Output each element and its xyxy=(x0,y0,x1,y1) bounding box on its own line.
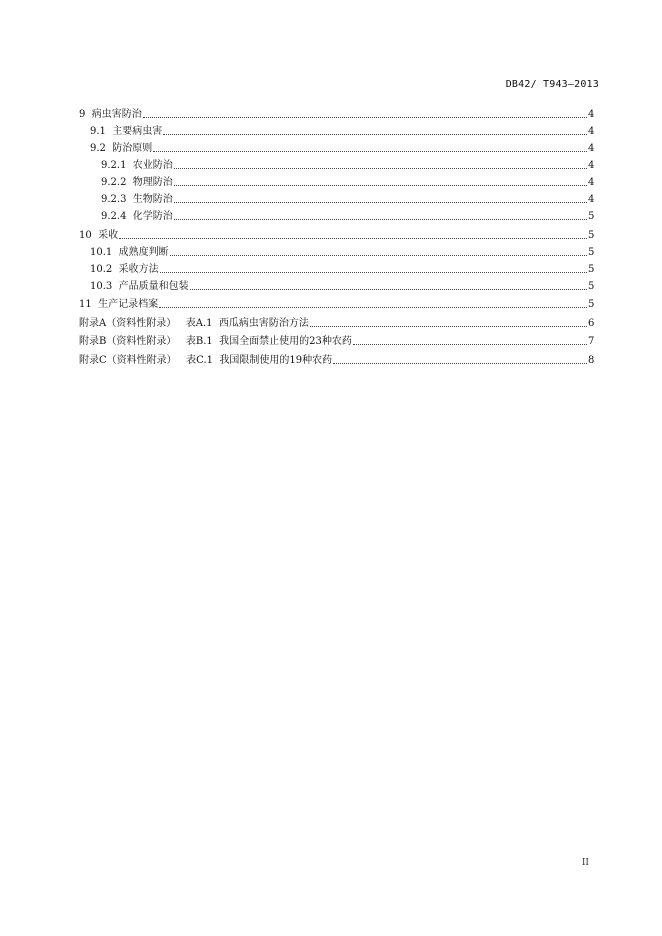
toc-leader xyxy=(159,307,587,308)
toc-entry[interactable] xyxy=(79,244,594,261)
toc-entry[interactable] xyxy=(79,352,594,369)
toc-entry-label: 9.2.1 农业防治 xyxy=(101,160,173,171)
toc-entry-label: 附录B（资料性附录） 表B.1 我国全面禁止使用的23种农药 xyxy=(79,336,352,347)
page-number: II xyxy=(581,858,589,868)
toc-leader xyxy=(353,344,587,345)
toc-entry[interactable] xyxy=(79,106,594,123)
toc-entry[interactable] xyxy=(79,208,594,225)
toc-entry-page: 5 xyxy=(588,246,595,258)
toc-entry-label: 附录C（资料性附录） 表C.1 我国限制使用的19种农药 xyxy=(79,354,333,366)
toc-entry-label: 10.2 采收方法 xyxy=(90,263,159,275)
toc-entry-label: 9.1 主要病虫害 xyxy=(90,126,163,137)
toc-leader xyxy=(174,219,587,220)
toc-entry[interactable] xyxy=(79,261,594,278)
toc-entry-page: 7 xyxy=(588,336,595,347)
toc-entry-page: 6 xyxy=(588,317,595,329)
toc-leader xyxy=(153,151,587,152)
toc-entry-label: 10.1 成熟度判断 xyxy=(90,246,169,258)
toc-entry-page: 4 xyxy=(588,177,595,188)
toc-entry[interactable] xyxy=(79,278,594,295)
toc-entry-page: 5 xyxy=(588,299,595,310)
toc-leader xyxy=(310,326,587,327)
toc-leader xyxy=(163,134,587,135)
toc-entry-page: 4 xyxy=(588,109,595,120)
toc-leader xyxy=(190,289,587,290)
toc-leader xyxy=(160,272,587,273)
toc-entry[interactable] xyxy=(79,174,594,191)
toc-entry-label: 9.2.3 生物防治 xyxy=(101,194,173,205)
toc-entry-label: 9.2.2 物理防治 xyxy=(101,177,173,188)
toc-entry-label: 11 生产记录档案 xyxy=(79,299,159,310)
toc-entry-page: 4 xyxy=(588,160,595,171)
toc-entry[interactable] xyxy=(79,227,594,244)
toc-entry-page: 5 xyxy=(588,263,595,275)
toc-entry-page: 5 xyxy=(588,211,595,222)
toc-entry-page: 4 xyxy=(588,126,595,137)
toc-entry-page: 5 xyxy=(588,229,595,241)
toc-leader xyxy=(174,185,587,186)
toc-entry[interactable] xyxy=(79,123,594,140)
document-code: DB42/ T943—2013 xyxy=(505,79,599,90)
toc-entry[interactable] xyxy=(79,296,594,313)
toc-entry-page: 4 xyxy=(588,143,595,154)
toc-leader xyxy=(119,238,587,239)
toc-entry[interactable] xyxy=(79,140,594,157)
toc-entry-label: 10.3 产品质量和包装 xyxy=(90,280,189,292)
toc-entry[interactable] xyxy=(79,191,594,208)
toc-leader xyxy=(174,168,587,169)
toc-entry[interactable] xyxy=(79,315,594,332)
toc-entry[interactable] xyxy=(79,333,594,350)
toc-entry[interactable] xyxy=(79,157,594,174)
toc-entry-label: 10 采收 xyxy=(79,229,119,241)
toc-entry-label: 附录A（资料性附录） 表A.1 西瓜病虫害防治方法 xyxy=(79,317,309,329)
toc-leader xyxy=(174,202,587,203)
toc-leader xyxy=(333,363,587,364)
toc-entry-label: 9.2 防治原则 xyxy=(90,143,153,154)
toc-entry-label: 9 病虫害防治 xyxy=(79,109,142,120)
toc-entry-page: 5 xyxy=(588,280,595,292)
toc-entry-label: 9.2.4 化学防治 xyxy=(101,211,173,222)
toc-leader xyxy=(143,117,587,118)
table-of-contents xyxy=(79,106,594,369)
toc-entry-page: 8 xyxy=(588,354,595,366)
toc-entry-page: 4 xyxy=(588,194,595,205)
toc-leader xyxy=(170,255,587,256)
